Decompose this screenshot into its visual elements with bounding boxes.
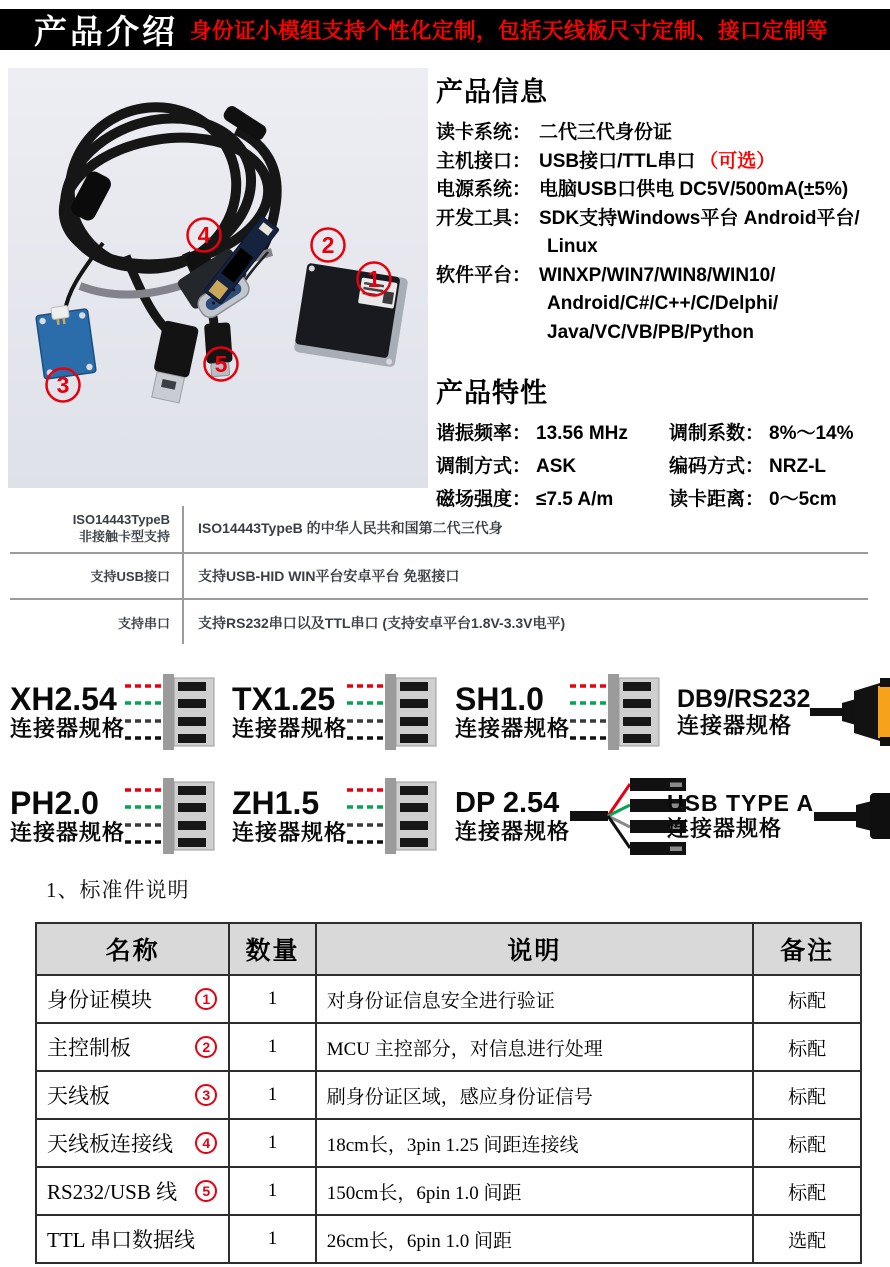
part-remark: 标配: [753, 975, 861, 1023]
spec-row-host-interface: 主机接口： USB接口/TTL串口 （可选）: [436, 150, 776, 172]
col-header-remark: 备注: [753, 923, 861, 975]
part-name: 身份证模块: [47, 988, 152, 1012]
part-qty: 1: [229, 1167, 315, 1215]
col-header-desc: 说明: [316, 923, 753, 975]
table-row: [36, 1023, 861, 1071]
part-desc: 26cm长，6pin 1.0 间距: [316, 1215, 753, 1263]
table-header-row: [36, 923, 861, 975]
part-remark: 标配: [753, 1071, 861, 1119]
part-qty: 1: [229, 1023, 315, 1071]
standard-parts-table: [35, 922, 862, 1264]
crimp-connector-icon: [125, 670, 220, 754]
feature-encoding: 编码方式： NRZ-L: [669, 456, 826, 477]
feature-resonant-frequency: 谐振频率： 13.56 MHz: [436, 423, 628, 444]
part-qty: 1: [229, 1215, 315, 1263]
callout-badge-4: 4: [195, 1132, 217, 1154]
spec-row-power: 电源系统： 电脑USB口供电 DC5V/500mA(±5%): [436, 179, 849, 200]
col-header-qty: 数量: [229, 923, 315, 975]
optional-note: （可选）: [699, 150, 776, 172]
svg-text:5: 5: [214, 351, 228, 377]
connector-sh10: SH1.0 连接器规格: [445, 670, 667, 754]
product-photo-illustration: [8, 68, 428, 488]
feature-modulation-mode: 调制方式： ASK: [436, 456, 577, 477]
part-remark: 标配: [753, 1119, 861, 1167]
callout-badge-3: 3: [195, 1084, 217, 1106]
db9-connector-icon: [810, 670, 890, 754]
part-desc: MCU 主控部分，对信息进行处理: [316, 1023, 753, 1071]
spec-row-card-system: 读卡系统： 二代三代身份证: [436, 122, 673, 143]
svg-text:3: 3: [56, 372, 70, 398]
part-desc: 刷身份证区域，感应身份证信号: [316, 1071, 753, 1119]
connector-usb-type-a: USB TYPE A 连接器规格: [657, 774, 890, 858]
connector-row-1: [0, 658, 890, 766]
part-qty: 1: [229, 1071, 315, 1119]
product-photo: [8, 68, 428, 488]
page-subtitle: 身份证小模组支持个性化定制，包括天线板尺寸定制、接口定制等: [190, 19, 829, 43]
part-name: 天线板: [47, 1084, 110, 1108]
table-row: [36, 1167, 861, 1215]
product-info-title: 产品信息: [436, 77, 548, 107]
part-name: 天线板连接线: [47, 1132, 173, 1156]
connector-db9-rs232: DB9/RS232 连接器规格: [667, 670, 890, 754]
connector-zh15: ZH1.5 连接器规格: [222, 774, 445, 858]
svg-text:4: 4: [197, 222, 211, 248]
divider-line: [182, 506, 184, 644]
col-header-name: 名称: [36, 923, 229, 975]
part-remark: 标配: [753, 1167, 861, 1215]
page-title: 产品介绍: [34, 13, 178, 50]
table-row: [36, 1119, 861, 1167]
callout-badge-1: 1: [195, 988, 217, 1010]
spec-row-dev-tools: 开发工具： SDK支持Windows平台 Android平台/ Linux: [436, 207, 860, 257]
connector-xh254: XH2.54 连接器规格: [0, 670, 222, 754]
feature-modulation-index: 调制系数： 8%～14%: [669, 423, 854, 444]
part-desc: 18cm长，3pin 1.25 间距连接线: [316, 1119, 753, 1167]
part-qty: 1: [229, 1119, 315, 1167]
crimp-connector-icon: [570, 670, 665, 754]
connector-ph20: PH2.0 连接器规格: [0, 774, 222, 858]
svg-text:2: 2: [321, 232, 335, 258]
feature-field-strength: 磁场强度： ≤7.5 A/m: [436, 489, 614, 510]
table-row: [36, 1071, 861, 1119]
part-name: 主控制板: [47, 1036, 131, 1060]
part-remark: 选配: [753, 1215, 861, 1263]
crimp-connector-icon: [347, 774, 442, 858]
compat-row-iso14443: ISO14443TypeB 非接触卡型支持 ISO14443TypeB 的中华人民共和国第二代三代身: [72, 512, 503, 544]
part-name: RS232/USB 线: [47, 1180, 178, 1204]
table-row: [36, 975, 861, 1023]
part-name: TTL 串口数据线: [47, 1228, 195, 1252]
usb-a-connector-icon: [814, 774, 890, 858]
connector-dp254: DP 2.54 连接器规格: [445, 774, 657, 858]
svg-text:1: 1: [367, 266, 381, 292]
crimp-connector-icon: [125, 774, 220, 858]
compatibility-table: [10, 504, 868, 646]
page-header: [0, 9, 890, 50]
features-title: 产品特性: [436, 378, 548, 408]
callout-badge-2: 2: [195, 1036, 217, 1058]
compat-row-serial: 支持串口 支持RS232串口以及TTL串口 (支持安卓平台1.8V-3.3V电平): [10, 598, 868, 646]
features-grid: [436, 420, 888, 514]
connector-row-2: [0, 766, 890, 866]
connector-specs-section: [0, 658, 890, 866]
part-remark: 标配: [753, 1023, 861, 1071]
table-row: [36, 1215, 861, 1263]
crimp-connector-icon: [347, 670, 442, 754]
part-qty: 1: [229, 975, 315, 1023]
product-info-panel: [436, 70, 888, 514]
part-desc: 对身份证信息安全进行验证: [316, 975, 753, 1023]
compat-row-usb: 支持USB接口 支持USB-HID WIN平台安卓平台 免驱接口: [10, 552, 868, 598]
standard-parts-heading: 1、标准件说明: [46, 878, 190, 902]
callout-badge-5: 5: [195, 1180, 217, 1202]
part-desc: 150cm长，6pin 1.0 间距: [316, 1167, 753, 1215]
connector-tx125: TX1.25 连接器规格: [222, 670, 445, 754]
feature-read-distance: 读卡距离： 0～5cm: [669, 489, 837, 510]
spec-row-software-platform: 软件平台： WINXP/WIN7/WIN8/WIN10/ Android/C#/C++/C/Delphi/ Java/VC/VB/PB/Python: [436, 264, 779, 343]
